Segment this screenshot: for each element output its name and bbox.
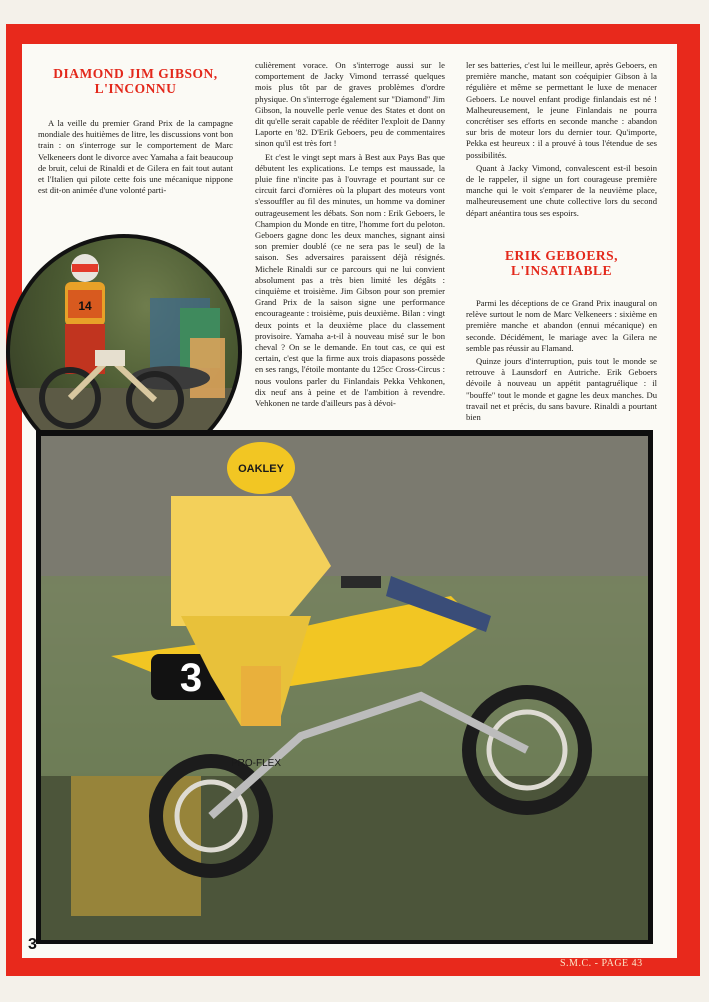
footer-page-label: S.M.C. - PAGE 43 — [560, 958, 643, 969]
paragraph: Parmi les déceptions de ce Grand Prix inaugural on relève surtout le nom de Marc Velkeneers : sixième en première manche et abandon (ennui mécanique) en seconde. Décidément, le mariage avec la Gilera ne semble pas réussir au Flamand. — [466, 298, 657, 353]
paragraph: A la veille du premier Grand Prix de la campagne mondiale des huitièmes de litre, les discussions vont bon train : on s'interroge sur le comportement de Marc Velkeneers dont le divorce avec Yamaha a fait beaucoup de bruit, celui de Rinaldi et de Gilera en fait tout autant et l'Italien qui pilote cette fois une mécanique nippone est dit-on animée d'une volonté parti- — [38, 118, 234, 196]
bike-side-text: PRO-FLEX — [231, 758, 282, 769]
jump-illustration — [41, 436, 648, 940]
rider-photo-large — [41, 436, 648, 940]
paragraph: ler ses batteries, c'est lui le meilleur, après Geboers, en première manche, matant son coéquipier Gibson à la régulière et même se permettant le luxe de menacer Geboers. Le nouvel enfant prodige finlandais est né ! Malheureusement, le jeune Finlandais ne pourra concrétiser ses efforts en seconde manche : abandon sur bris de moteur lors du dernier tour. Qu'importe, Pekka est heureux : il a prouvé à tous l'étendue de ses possibilités. — [466, 60, 657, 160]
paragraph: culièrement vorace. On s'interroge aussi sur le comportement de Jacky Vimond terrassé quelques mois plus tôt par de graves problèmes d'ordre physique. On s'interroge également sur "Diamond" Jim Gibson, la nouvelle perle venue des States et dont on dit qu'elle serait capable de rééditer l'exploit de Danny Laporte en '82. D'Erik Geboers, peu de commentaires sinon qu'il est très fort ! — [255, 60, 445, 149]
main-photo-frame — [36, 430, 653, 944]
text-column-3 — [466, 60, 657, 221]
text-column-3-article-2 — [466, 298, 657, 425]
text-column-1 — [38, 118, 233, 198]
article-title-line2: L'INSATIABLE — [510, 263, 613, 278]
rider-number-small: 14 — [78, 299, 92, 313]
page-number: 3 — [28, 936, 37, 953]
paragraph: Et c'est le vingt sept mars à Best aux Pays Bas que débutent les explications. Le temps est maussade, la pluie fine n'incite pas à l'ouvrage et pourtant sur ce circuit farci d'ornières où la plupart des moteurs vont s'essouffler au fil des minutes, un homme va dominer outrageusement les débats. Son nom : Erik Geboers, le Champion du Monde en titre, l'homme fort du peloton. Geboers gagne donc les deux manches, signant ainsi son premier doublé (ce ne sera pas le seul) de la saison. Ses adversaires paraissent déjà résignés. Michele Rinaldi sur ce parcours qui ne lui convient absolument pas a très bien limité les dégâts : cinquième et troisième. Jim Gibson pour son premier Grand Prix de la saison signe une performance encourageante : troisième, puis deuxième. Bilan : vingt deux points et la deuxième place du classement provisoire. Yamaha a-t-il à nouveau misé sur le bon cheval ? On se le demande. En tout cas, ce qui est certain, c'est que la firme aux trois diapasons possède en ses rangs, l'étoile montante du 125cc Cross-Circus : nous voulons parler du Finlandais Pekka Vehkonen, dix neuf ans à peine et de l'ambition à revendre. Vehkonen ne tarde d'ailleurs pas à dévoi- — [255, 151, 445, 409]
article-title-geboers — [466, 248, 657, 278]
article-title-line2: L'INCONNU — [94, 81, 177, 96]
article-title-line1: ERIK GEBOERS, — [504, 248, 619, 263]
article-title-line1: DIAMOND JIM GIBSON, — [53, 66, 218, 81]
helmet-text: OAKLEY — [238, 463, 284, 475]
text-column-2 — [255, 60, 445, 411]
paragraph: Quant à Jacky Vimond, convalescent est-il besoin de le rappeler, il signe un fort courageuse première manche qui le voit s'emparer de la neuvième place, malheureusement une chute collective lors du second départ anéantira tous ses espoirs. — [466, 162, 657, 218]
bike-plate-number: 3 — [179, 656, 203, 700]
article-title-gibson — [38, 66, 233, 96]
paragraph: Quinze jours d'interruption, puis tout le monde se retrouve à Launsdorf en Autriche. Erik Geboers dévoile à nouveau un appétit pantagruélique : il "bouffe" tout le monde et gagne les deux manches. Du travail net et précis, du sans bavure. Rinaldi a pourtant bien — [466, 356, 657, 423]
